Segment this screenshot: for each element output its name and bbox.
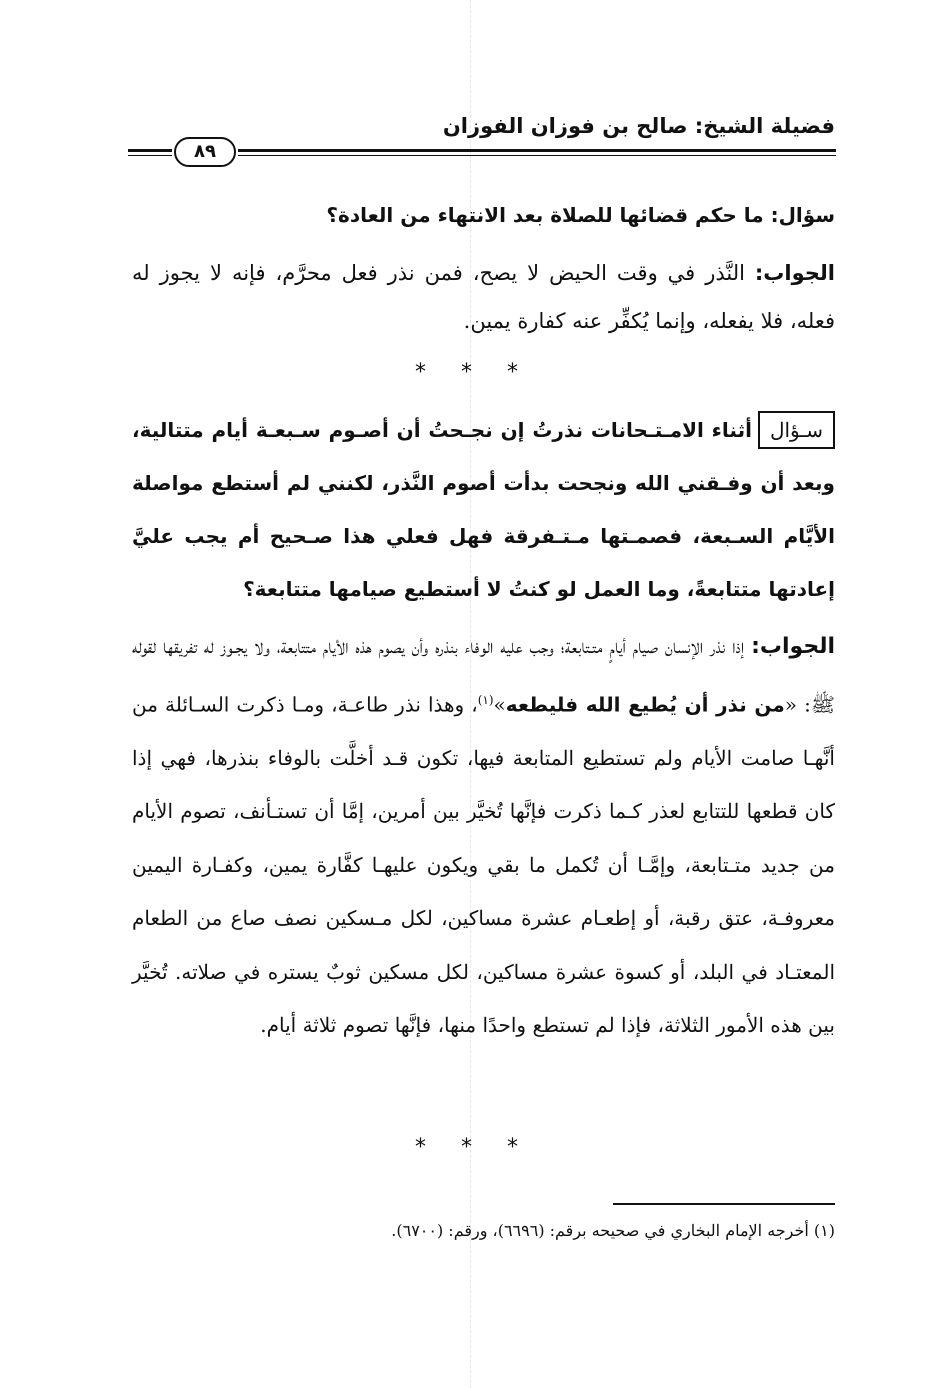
running-header-title: فضيلة الشيخ: صالح بن فوزان الفوزان bbox=[442, 114, 835, 138]
question-2-text: أثناء الامـتـحانات نذرتُ إن نجـحتُ أن أصـوم سـبعـة أيام متتالية، وبعد أن وفـقني الله ونجحت بدأت أصوم النَّذر، لكنني لم أستطع مواصلة الأيَّام السـبعة، فصمـتها مـتـفرقة فهل فعلي هذا صـحيح أم يجب عليَّ إعادتها متتابعةً، وما العمل لو كنتُ لا أستطيع صيامها متتابعة؟ bbox=[132, 418, 835, 601]
header-rule bbox=[238, 149, 836, 156]
answer-1 bbox=[132, 249, 835, 345]
section-separator-end: * * * bbox=[415, 1135, 532, 1160]
answer-2-text-part3: ، وهذا نذر طاعـة، ومـا ذكرت السـائلة من أنَّهـا صامت الأيام ولم تستطيع المتابعة فيها، تكون قـد أخلَّت بالوفاء بنذرها، فهي إذا كان قطعها للتتابع لعذر كـما ذكرت فإنَّها تُخيَّر بين أمرين، إمَّا أن تستـأنف، تصوم الأيام من جديد متـتابعة، وإمَّـا أن تُكمل ما بقي ويكون عليهـا كفَّارة يمين، وكفـارة اليمين معروفـة، عتق رقبة، أو إطعـام عشرة مساكين، لكل مـسكين نصف صاع من الطعام المعتـاد في البلد، أو كسوة عشرة مساكين، لكل مسكين ثوبٌ يستره في صلاته. تُخيَّر بين هذه الأمور الثلاثة، فإذا لم تستطع واحدًا منها، فإنَّها تصوم ثلاثة أيام. bbox=[132, 692, 835, 1038]
section-separator: * * * bbox=[415, 360, 532, 385]
answer-1-text: النَّذر في وقت الحيض لا يصح، فمن نذر فعل محرَّم، فإنه لا يجوز له فعله، فلا يفعله، وإنما يُكفِّر عنه كفارة يمين. bbox=[132, 261, 835, 333]
question-2-label-box: سـؤال bbox=[758, 411, 835, 449]
answer-2-label: الجواب: bbox=[751, 634, 835, 659]
answer-1-label: الجواب: bbox=[754, 261, 835, 285]
footnote-reference[interactable]: (١) bbox=[477, 692, 494, 707]
answer-2 bbox=[132, 620, 835, 1053]
question-2 bbox=[132, 404, 835, 616]
header-rule-end bbox=[128, 149, 172, 156]
answer-2-text-part2: » bbox=[493, 692, 506, 717]
footnote: (١) أخرجه الإمام البخاري في صحيحه برقم: (٦٦٩٦)، ورقم: (٦٧٠٠). bbox=[391, 1221, 835, 1240]
footnote-rule bbox=[613, 1203, 835, 1205]
page-number: ٨٩ bbox=[174, 137, 236, 167]
hadith-quote: من نذر أن يُطيع الله فليطعه bbox=[505, 692, 785, 717]
answer-2-text-part1: إذا نذر الإنسان صيام أيامٍ متـتابعة؛ وجب عليه الوفاء بنذره وأن يصوم هذه الأيام متتابعة، ولا يجـوز له تفريقها لقوله ﷺ: « bbox=[132, 634, 835, 717]
question-1: سؤال: ما حكم قضائها للصلاة بعد الانتهاء من العادة؟ bbox=[326, 203, 835, 227]
